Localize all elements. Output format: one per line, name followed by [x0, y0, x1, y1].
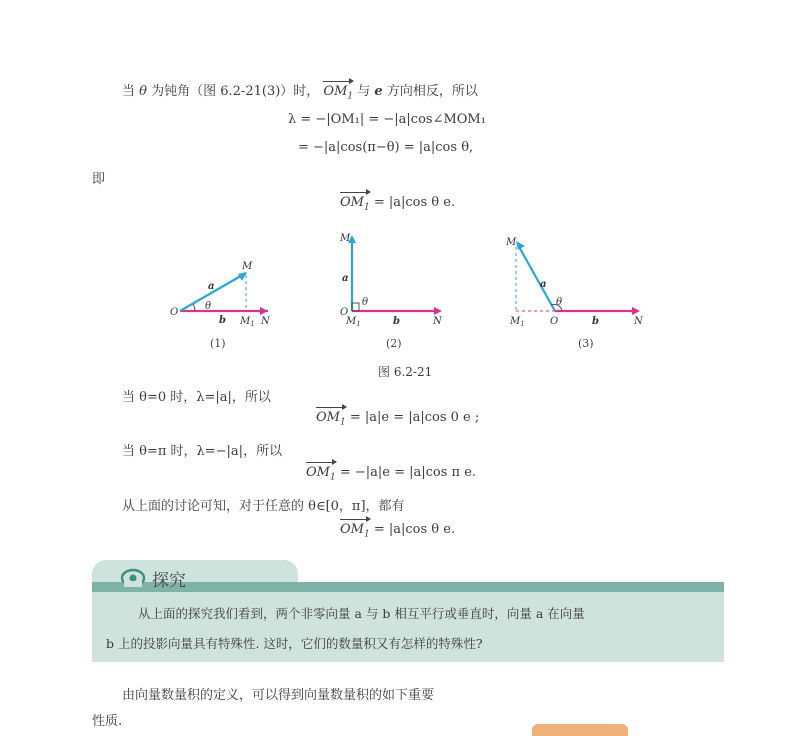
label-M: M: [242, 261, 253, 272]
case-theta-zero-text: 当 θ=0 时，λ=|a|，所以: [122, 390, 271, 405]
label-M: M: [340, 233, 351, 244]
label-M: M: [506, 237, 517, 248]
label-theta: θ: [205, 301, 212, 312]
explore-text-line1: 从上面的探究我们看到，两个非零向量 a 与 b 相互平行或垂直时，向量 a 在向量: [138, 606, 585, 621]
subscript: 1: [363, 529, 370, 540]
subfigure-1: [170, 261, 271, 350]
label-O: O: [170, 307, 179, 318]
paragraph-obtuse-case: [122, 80, 478, 102]
label-b: b: [219, 315, 226, 326]
vector-om1: [323, 84, 353, 102]
equation-rhs: = −|a|e = |a|cos π e.: [339, 465, 477, 480]
arrowhead: [260, 307, 268, 315]
label-M1: $M_1$: [510, 316, 525, 328]
equation-case-pi: [306, 465, 476, 483]
orange-tab-decoration: [532, 724, 628, 736]
label-b: b: [393, 316, 400, 327]
text: 为钝角（图 6.2-21(3)）时，: [151, 84, 320, 99]
label-theta: θ: [556, 297, 563, 308]
vector-label: OM: [340, 522, 364, 537]
theta-symbol: θ: [139, 84, 147, 99]
label-theta: θ: [362, 297, 369, 308]
equation-lambda-line1: λ = −|OM₁| = −|a|cos∠MOM₁: [288, 112, 486, 127]
subscript: 1: [329, 472, 336, 483]
vector-label: OM: [323, 84, 348, 99]
vector-a: [180, 273, 246, 311]
equation-lambda-line2: = −|a|cos(π−θ) = |a|cos θ,: [298, 140, 474, 155]
case-theta-pi-text: 当 θ=π 时，λ=−|a|，所以: [122, 444, 283, 459]
word-ji: 即: [92, 172, 106, 187]
explore-icon: [120, 566, 146, 588]
vector-label: OM: [340, 195, 364, 210]
text: 当: [122, 84, 136, 99]
conclusion-text: 从上面的讨论可知，对于任意的 θ∈[0，π]，都有: [122, 499, 405, 514]
label-M1: $M_1$: [346, 316, 361, 328]
bottom-text-line2: 性质.: [92, 714, 123, 729]
equation-case-zero: [316, 410, 479, 428]
label-N: N: [261, 316, 270, 327]
caption-3: (3): [578, 337, 594, 350]
label-M1: $M_1$: [240, 316, 255, 328]
subscript: 1: [339, 417, 346, 428]
explore-header-bar: [92, 582, 724, 592]
subscript: 1: [363, 202, 370, 213]
equation-conclusion: [340, 522, 455, 540]
label-a: a: [342, 273, 349, 284]
label-b: b: [592, 316, 599, 327]
equation-rhs: = |a|cos θ e.: [373, 522, 456, 537]
equation-rhs: = |a|cos θ e.: [373, 195, 456, 210]
explore-title: 探究: [152, 571, 186, 591]
caption-1: (1): [210, 337, 226, 350]
explore-text-line2: b 上的投影向量具有特殊性. 这时，它们的数量积又有怎样的特殊性?: [106, 636, 483, 651]
label-a: a: [208, 281, 215, 292]
vector-om1: [306, 465, 336, 483]
bottom-text-line1: 由向量数量积的定义，可以得到向量数量积的如下重要: [122, 688, 435, 703]
subscript: 1: [347, 91, 354, 102]
text: 方向相反，所以: [386, 84, 478, 99]
subfigure-2: [339, 233, 443, 350]
text: 与: [357, 84, 371, 99]
equation-om1-result: [340, 195, 455, 213]
figure-6-2-21: [150, 225, 660, 355]
vector-label: OM: [306, 465, 330, 480]
vector-om1: [316, 410, 346, 428]
subfigure-3: [505, 237, 644, 350]
unit-vector-e: e: [374, 84, 383, 99]
label-a: a: [540, 279, 547, 290]
vector-om1: [340, 522, 370, 540]
vector-om1: [340, 195, 370, 213]
label-N: N: [634, 316, 643, 327]
arrowhead: [434, 307, 442, 315]
label-N: N: [433, 316, 442, 327]
figure-caption: 图 6.2-21: [378, 365, 433, 379]
vector-a: [518, 245, 555, 311]
equation-rhs: = |a|e = |a|cos 0 e ;: [349, 410, 480, 425]
label-O: O: [340, 307, 349, 318]
label-O: O: [550, 316, 559, 327]
arrowhead: [632, 307, 640, 315]
vector-label: OM: [316, 410, 340, 425]
caption-2: (2): [386, 337, 402, 350]
